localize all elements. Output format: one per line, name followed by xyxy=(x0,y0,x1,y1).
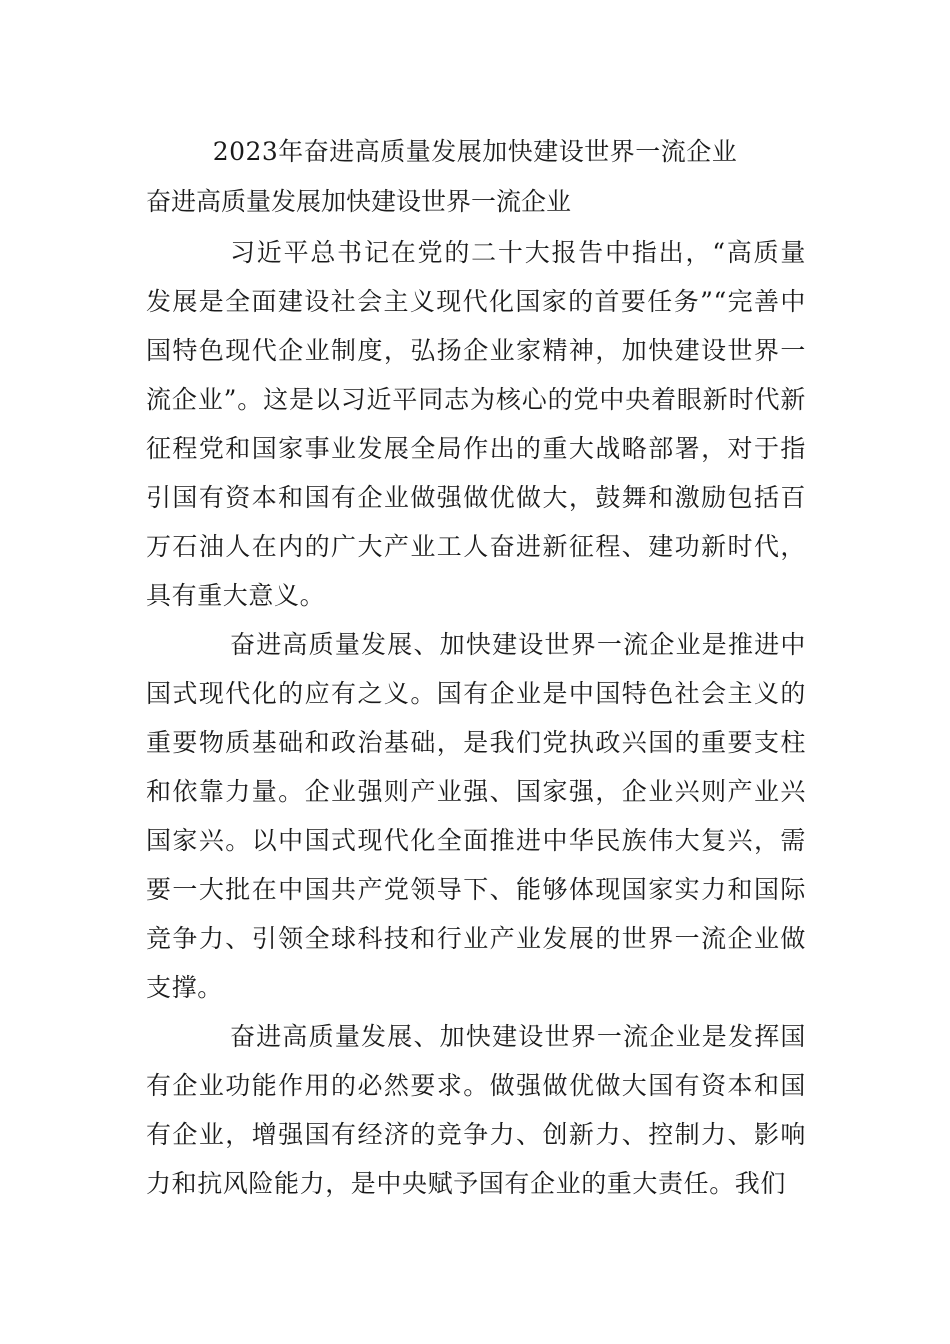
document-body xyxy=(146,228,806,1208)
paragraph-2: 奋进高质量发展、加快建设世界一流企业是推进中国式现代化的应有之义。国有企业是中国特色社会主义的重要物质基础和政治基础，是我们党执政兴国的重要支柱和依靠力量。企业强则产业强、国家强，企业兴则产业兴国家兴。以中国式现代化全面推进中华民族伟大复兴，需要一大批在中国共产党领导下、能够体现国家实力和国际竞争力、引领全球科技和行业产业发展的世界一流企业做支撑。 xyxy=(146,630,806,1002)
paragraph-3: 奋进高质量发展、加快建设世界一流企业是发挥国有企业功能作用的必然要求。做强做优做大国有资本和国有企业，增强国有经济的竞争力、创新力、控制力、影响力和抗风险能力，是中央赋予国有企业的重大责任。我们 xyxy=(146,1022,806,1198)
document-subtitle: 奋进高质量发展加快建设世界一流企业 xyxy=(146,187,572,216)
paragraph-1: 习近平总书记在党的二十大报告中指出，“高质量发展是全面建设社会主义现代化国家的首要任务”“完善中国特色现代企业制度，弘扬企业家精神，加快建设世界一流企业”。这是以习近平同志为核心的党中央着眼新时代新征程党和国家事业发展全局作出的重大战略部署，对于指引国有资本和国有企业做强做优做大，鼓舞和激励包括百万石油人在内的广大产业工人奋进新征程、建功新时代，具有重大意义。 xyxy=(146,238,806,610)
document-title: 2023年奋进高质量发展加快建设世界一流企业 xyxy=(212,137,738,166)
